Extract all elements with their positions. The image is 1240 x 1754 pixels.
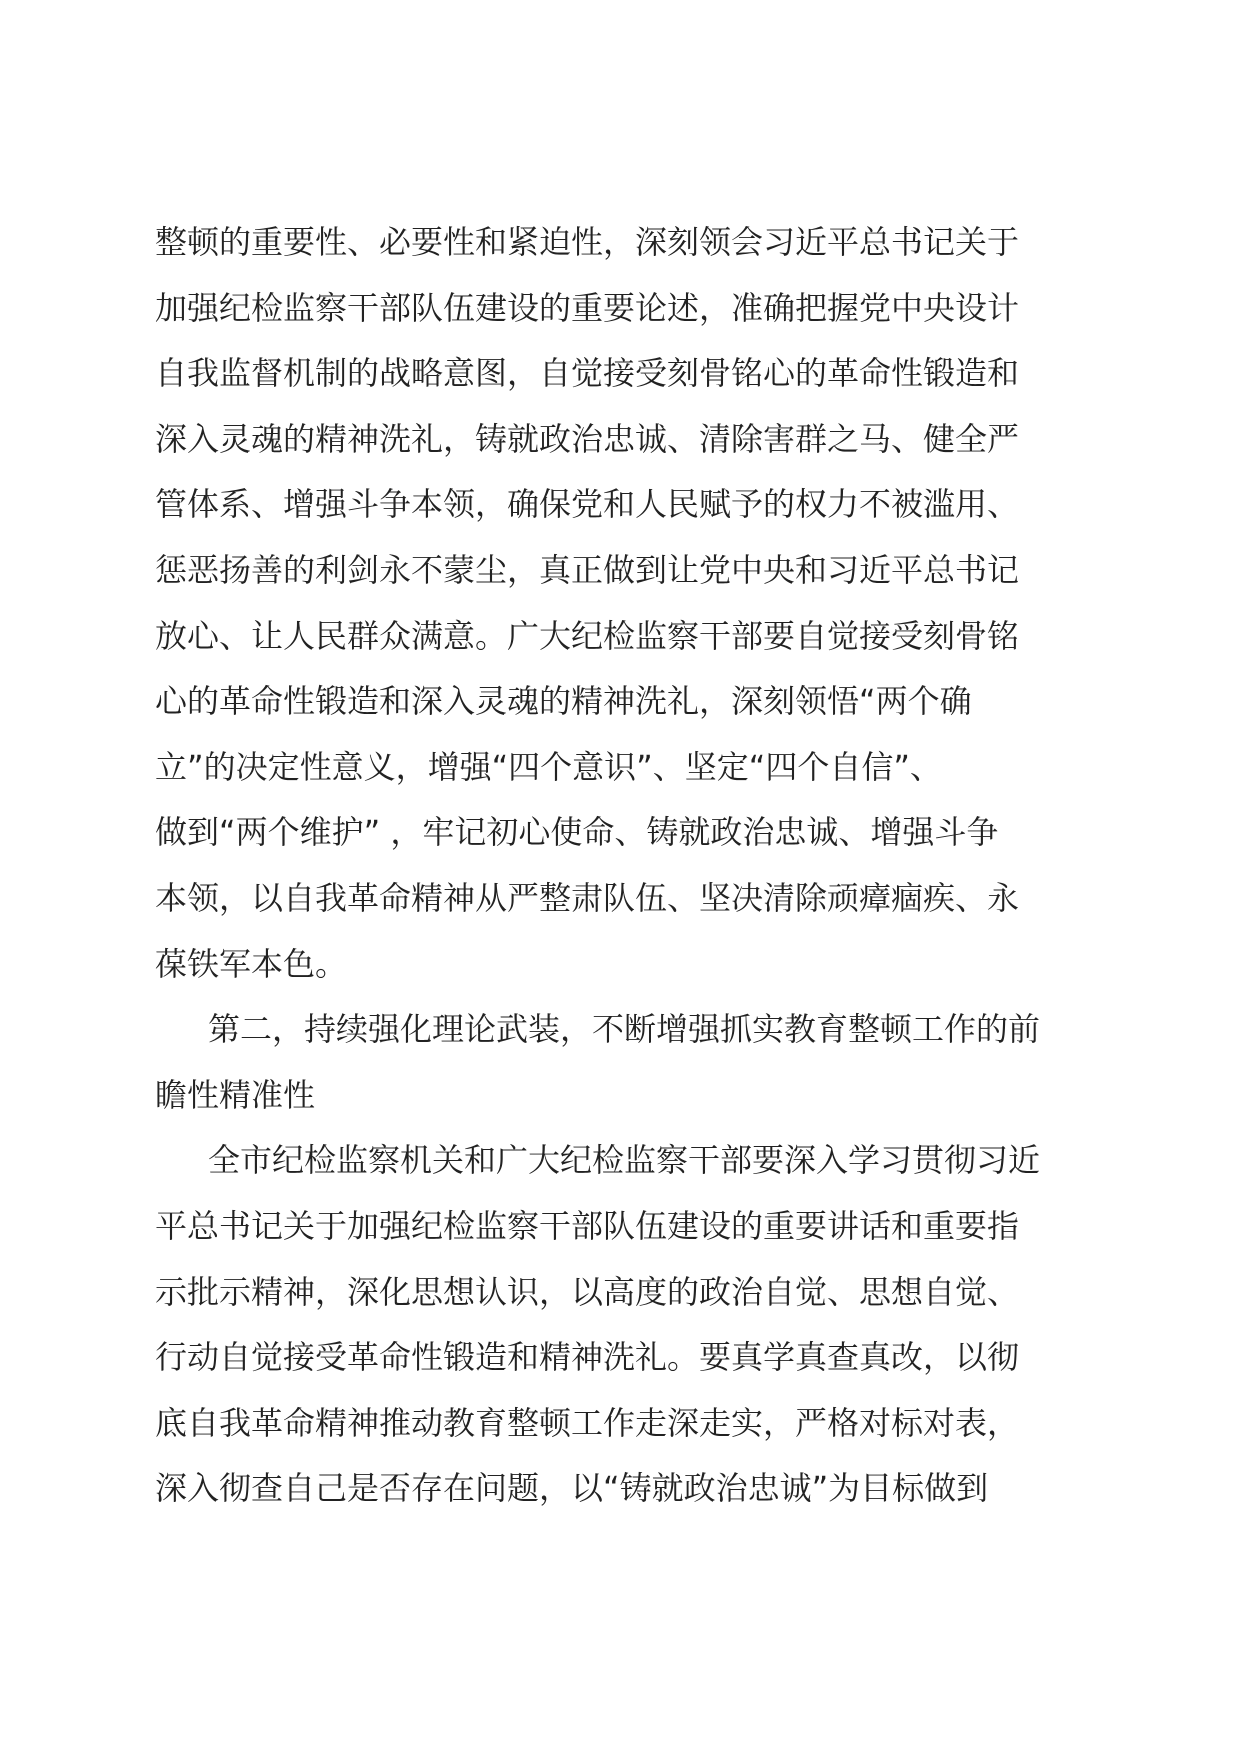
text-line: 全市纪检监察机关和广大纪检监察干部要深入学习贯彻习近 <box>208 1141 1041 1180</box>
text-line: 行动自觉接受革命性锻造和精神洗礼。要真学真查真改，以彻 <box>155 1338 1020 1377</box>
text-line: 葆铁军本色。 <box>155 944 348 983</box>
section-heading-line: 第二，持续强化理论武装，不断增强抓实教育整顿工作的前 <box>208 1010 1041 1049</box>
text-line: 自我监督机制的战略意图，自觉接受刻骨铭心的革命性锻造和 <box>155 354 1020 393</box>
text-line: 惩恶扬善的利剑永不蒙尘，真正做到让党中央和习近平总书记 <box>155 550 1020 589</box>
text-line: 深入灵魂的精神洗礼，铸就政治忠诚、清除害群之马、健全严 <box>155 419 1020 458</box>
document-body <box>155 210 1085 1522</box>
text-line: 立”的决定性意义，增强“四个意识”、坚定“四个自信”、 <box>155 747 942 786</box>
text-line: 加强纪检监察干部队伍建设的重要论述，准确把握党中央设计 <box>155 288 1020 327</box>
text-line: 深入彻查自己是否存在问题，以“铸就政治忠诚”为目标做到 <box>155 1469 989 1508</box>
text-line: 做到“两个维护” ，牢记初心使命、铸就政治忠诚、增强斗争 <box>155 813 999 852</box>
text-line: 底自我革命精神推动教育整顿工作走深走实，严格对标对表， <box>155 1403 1020 1442</box>
text-line: 本领，以自我革命精神从严整肃队伍、坚决清除顽瘴痼疾、永 <box>155 878 1020 917</box>
text-line: 心的革命性锻造和深入灵魂的精神洗礼，深刻领悟“两个确 <box>155 682 972 721</box>
text-line: 平总书记关于加强纪检监察干部队伍建设的重要讲话和重要指 <box>155 1206 1020 1245</box>
text-line: 放心、让人民群众满意。广大纪检监察干部要自觉接受刻骨铭 <box>155 616 1020 655</box>
text-line: 示批示精神，深化思想认识，以高度的政治自觉、思想自觉、 <box>155 1272 1020 1311</box>
text-line: 管体系、增强斗争本领，确保党和人民赋予的权力不被滥用、 <box>155 485 1020 524</box>
text-line: 整顿的重要性、必要性和紧迫性，深刻领会习近平总书记关于 <box>155 223 1020 261</box>
section-heading-line: 瞻性精准性 <box>155 1075 316 1114</box>
